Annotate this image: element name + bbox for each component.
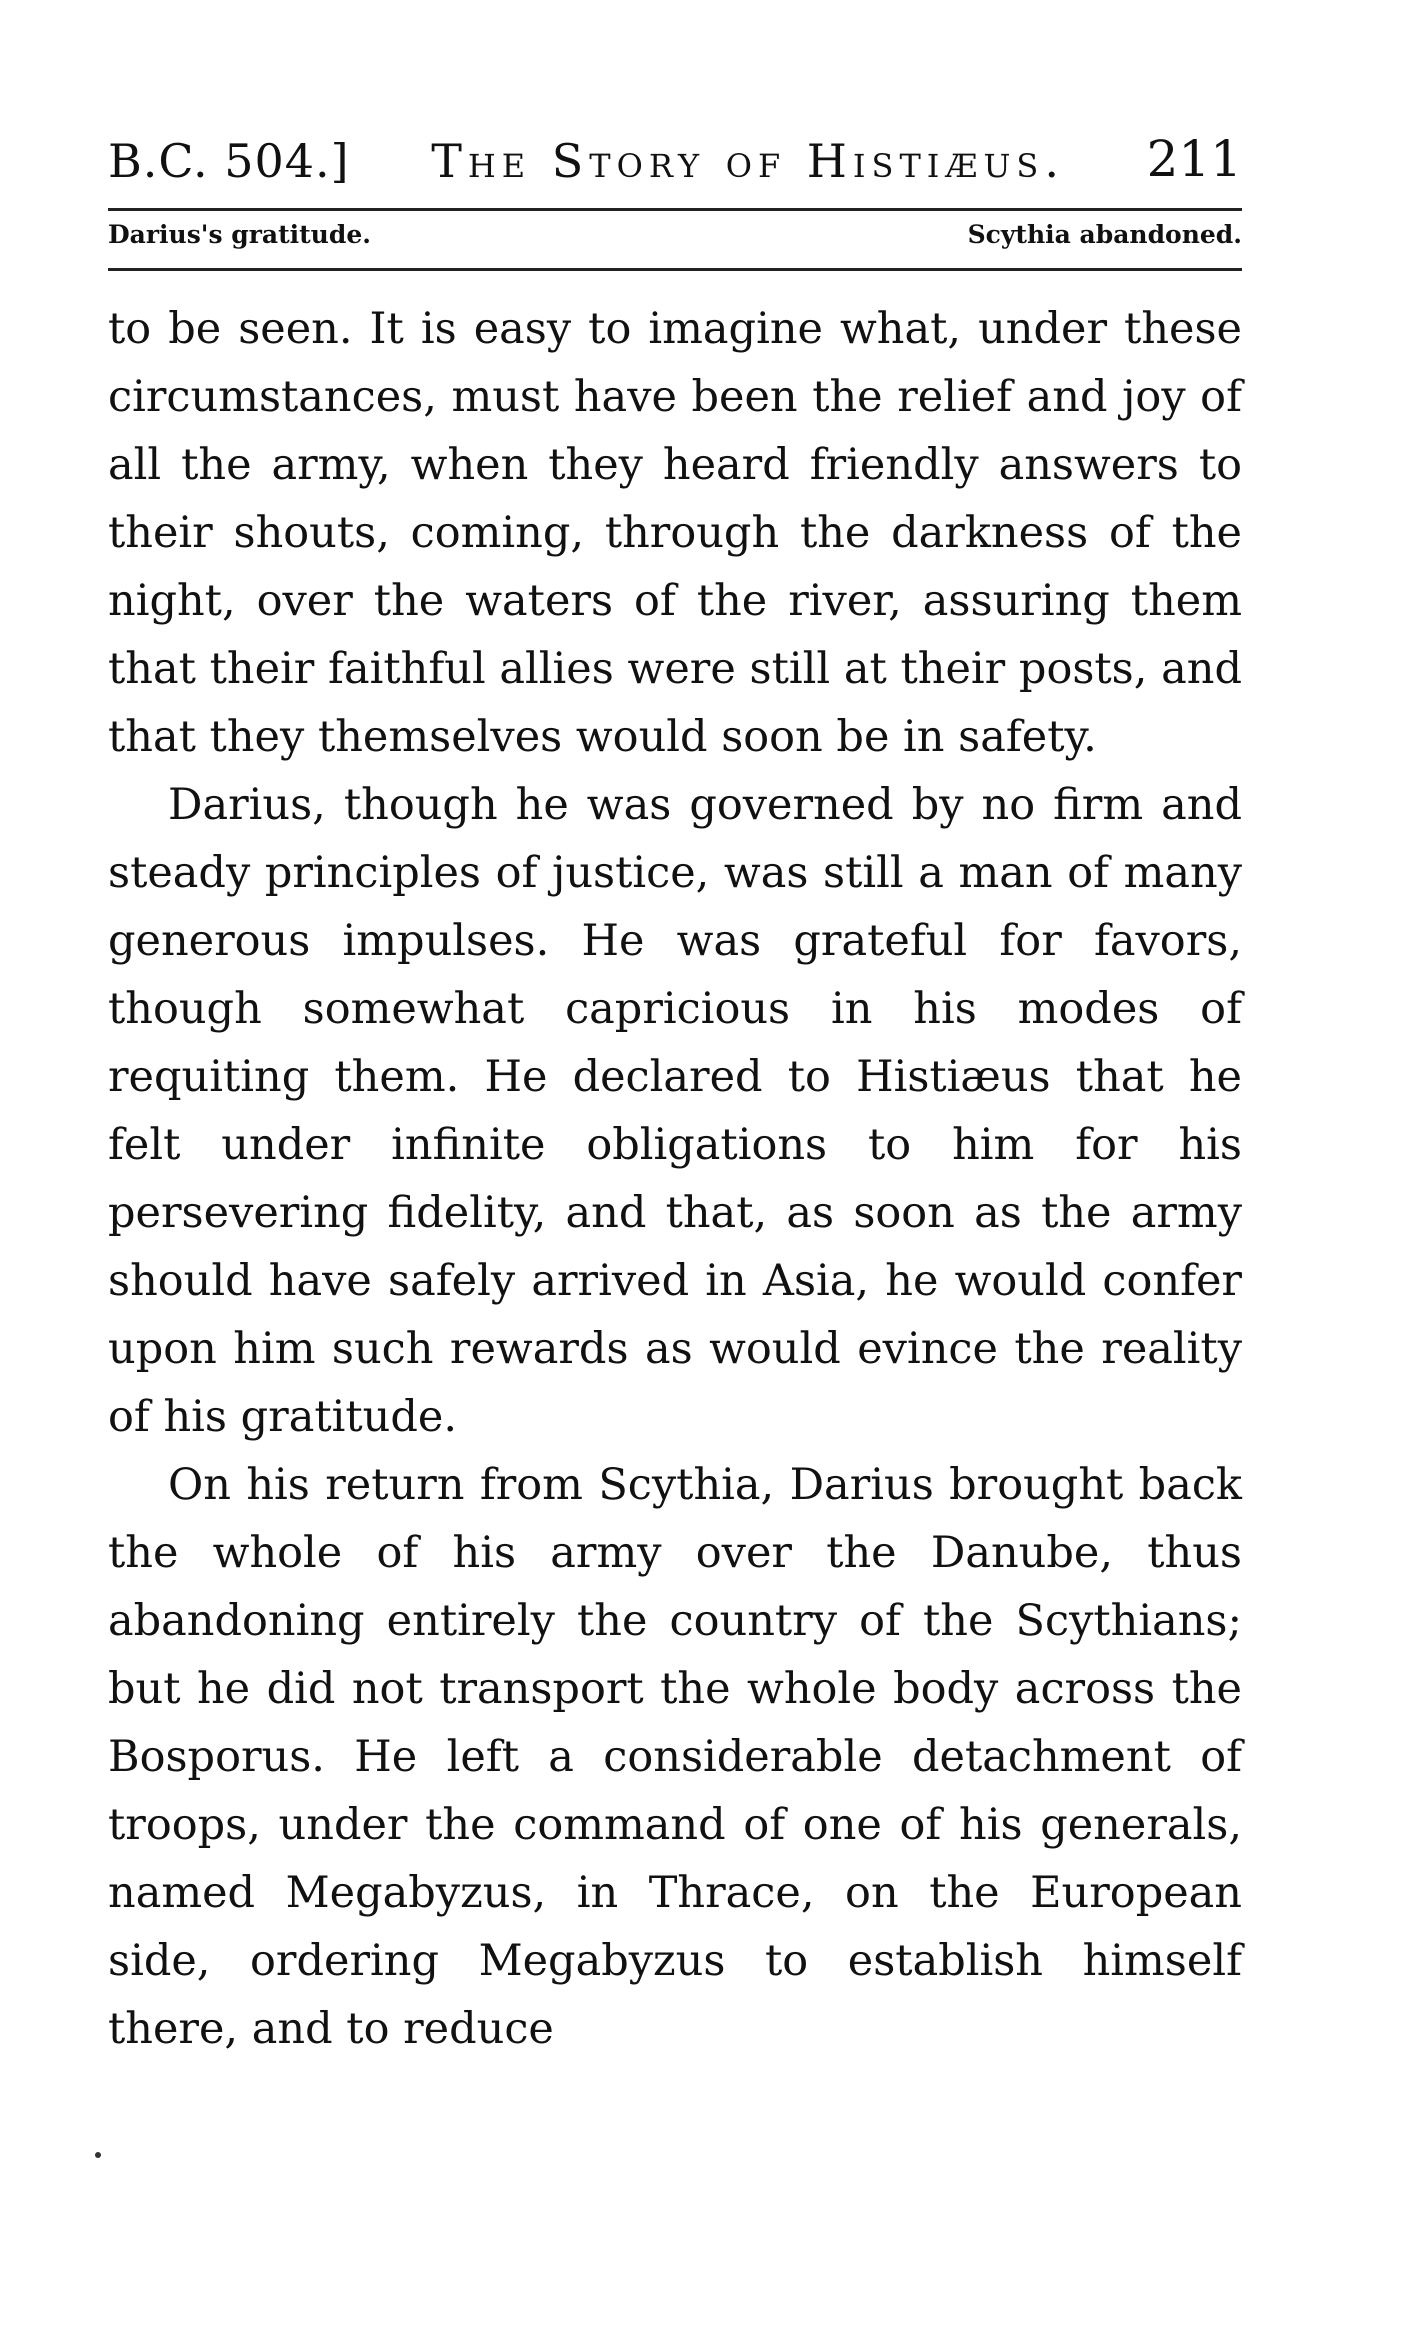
header-rule-top [108,208,1242,211]
header-title: The Story of Histiæus. [431,134,1065,188]
paragraph-continued: to be seen. It is easy to imagine what, under these circumstances, must have been the relief and joy of all the army, when they heard friendly answers to their shouts, coming, through the darkness of the night, over the waters of the river, assuring them that their faithful allies were still at their posts, and that they themselves would soon be in safety. [108,304,1242,762]
paragraph-return-from-scythia: On his return from Scythia, Darius brought back the whole of his army over the Danube, thus abandoning entirely the country of the Scythians; but he did not transport the whole body across the Bosporus. He left a considerable detachment of troops, under the command of one of his generals, named Megabyzus, in Thrace, on the European side, ordering Megabyzus to establish himself there, and to reduce [108,1460,1242,2054]
page-number: 211 [1146,130,1242,188]
book-page [108,0,1242,2340]
header-rule-bottom [108,268,1242,271]
subheader [108,220,1242,249]
subheader-left: Darius's gratitude. [108,220,371,249]
header-date: B.C. 504.] [108,134,350,188]
margin-mark [95,2152,101,2158]
paragraph-darius-gratitude: Darius, though he was governed by no firm and steady principles of justice, was still a man of many generous impulses. He was grateful for favors, though somewhat capricious in his modes of requiting them. He declared to Histiæus that he felt under infinite obligations to him for his persevering fidelity, and that, as soon as the army should have safely arrived in Asia, he would confer upon him such rewards as would evince the reality of his gratitude. [108,780,1242,1442]
running-head [108,118,1242,188]
body-text [108,295,1242,2063]
subheader-right: Scythia abandoned. [967,220,1242,249]
